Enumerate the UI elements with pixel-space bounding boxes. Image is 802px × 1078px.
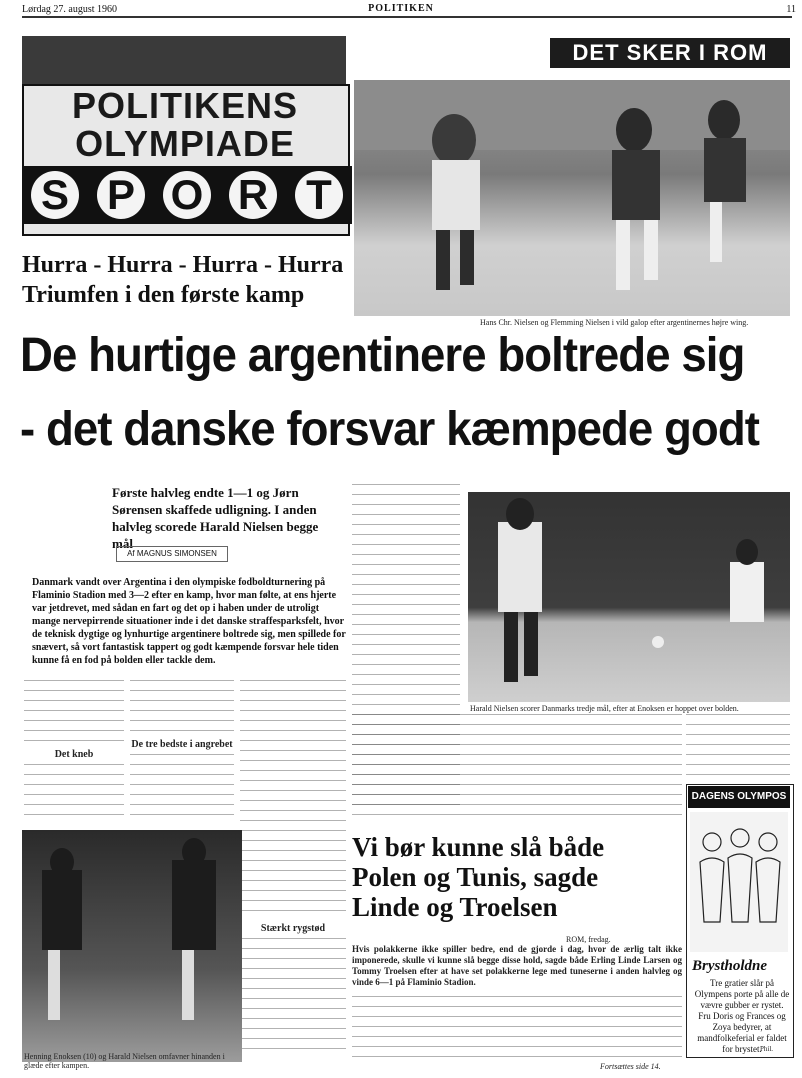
- page-number: 11: [786, 4, 796, 15]
- sport-letter-s: S: [22, 166, 88, 224]
- match-photo-goal: [468, 492, 790, 702]
- poem-body: Tre gratier slår på Olympens porte på alle de vævre gubber er rystet. Fru Doris og Frances og Zoya bedyrer, at mandfolkeferial er faldet for brystet.: [694, 978, 790, 1054]
- masthead-rule: [22, 16, 792, 18]
- sport-letter-r: R: [220, 166, 286, 224]
- secondary-body: [352, 996, 682, 1058]
- logo-header-band: [22, 36, 346, 84]
- subhead-de-tre-bedste: De tre bedste i angrebet: [131, 739, 233, 750]
- celebration-photo: [22, 830, 242, 1062]
- secondary-headline: Vi bør kunne slå både Polen og Tunis, sagde Linde og Troelsen: [352, 832, 605, 922]
- continued-note: Fortsættes side 14.: [600, 1062, 661, 1071]
- dagens-olympos-title: DAGENS OLYMPOS: [688, 786, 790, 808]
- subhead-staerkt-rygstod: Stærkt rygstød: [260, 923, 326, 934]
- text-column-far-right: [686, 714, 790, 778]
- article-deck: Første halvleg endte 1—1 og Jørn Sørensen skaffede udligning. I anden halvleg scorede Harald Nielsen begge mål: [112, 485, 319, 551]
- sport-letter-p: P: [88, 166, 154, 224]
- players-silhouette: [354, 80, 790, 316]
- section-banner: DET SKER I ROM: [550, 38, 790, 68]
- sport-letter-t: T: [286, 166, 352, 224]
- subhead-det-kneb: Det kneb: [54, 749, 94, 760]
- rom-dateline: ROM, fredag.: [566, 935, 611, 944]
- triumf-line: Triumfen i den første kamp: [22, 282, 305, 308]
- hurra-line: Hurra - Hurra - Hurra - Hurra: [22, 252, 344, 278]
- main-headline-line-1: De hurtige argentinere boltrede sig: [20, 329, 745, 382]
- cartoon-drawing: [690, 812, 788, 952]
- issue-date: Lørdag 27. august 1960: [22, 4, 117, 15]
- poem-signature: Phil.: [760, 1045, 774, 1053]
- three-graces-cartoon: [690, 812, 788, 952]
- photo3-caption: Henning Enoksen (10) og Harald Nielsen omfavner hinanden i glæde efter kampen.: [24, 1052, 225, 1070]
- text-column-1: [24, 680, 124, 820]
- text-columns-right: [352, 714, 682, 824]
- photo2-caption: Harald Nielsen scorer Danmarks tredje mål, efter at Enoksen er hoppet over bolden.: [470, 704, 739, 713]
- text-column-3: [240, 680, 346, 1060]
- logo-line-1: POLITIKENS: [71, 85, 299, 126]
- poem-title: Brystholdne: [692, 958, 768, 974]
- text-column-2: [130, 680, 234, 820]
- celebration-scene: [22, 830, 242, 1062]
- secondary-lead: Hvis polakkerne ikke spiller bedre, end de gjorde i dag, hvor de ærlig talt ikke imponerede, skulle vi kunne slå begge disse hold, sagde både Erling Linde Larsen og Tommy Troelsen efter at have set polakkerne lege med tuneserne i anden halvleg og vinde 6—1 på Flaminio Stadion.: [352, 944, 682, 987]
- sport-letter-o: O: [154, 166, 220, 224]
- logo-line-2: OLYMPIADE: [75, 123, 295, 164]
- match-photo-top: [354, 80, 790, 316]
- newspaper-name: POLITIKEN: [368, 3, 434, 14]
- photo1-caption: Hans Chr. Nielsen og Flemming Nielsen i vild galop efter argentinernes højre wing.: [480, 318, 749, 327]
- article-lead: Danmark vandt over Argentina i den olympiske fodboldturnering på Flaminio Stadion med 3—2 efter en kamp, hvor man følte, at ens hjerte var jetdrevet, med sådan en fart og det op i haben under de utroligt mange nervepirrende situationer inde i det danske straffesparksfelt, hvor de teknisk dygtige og lynhurtige argentinere boltrede sig, men spillede for snævert, så vort fantastisk tappert og godt kæmpende forsvar hele tiden kunne få en fod på bolden eller tackle dem.: [32, 577, 346, 666]
- goal-scene: [468, 492, 790, 702]
- sport-letters: [22, 166, 346, 226]
- main-headline-line-2: - det danske forsvar kæmpede godt: [20, 403, 759, 456]
- byline: Af MAGNUS SIMONSEN: [116, 546, 228, 562]
